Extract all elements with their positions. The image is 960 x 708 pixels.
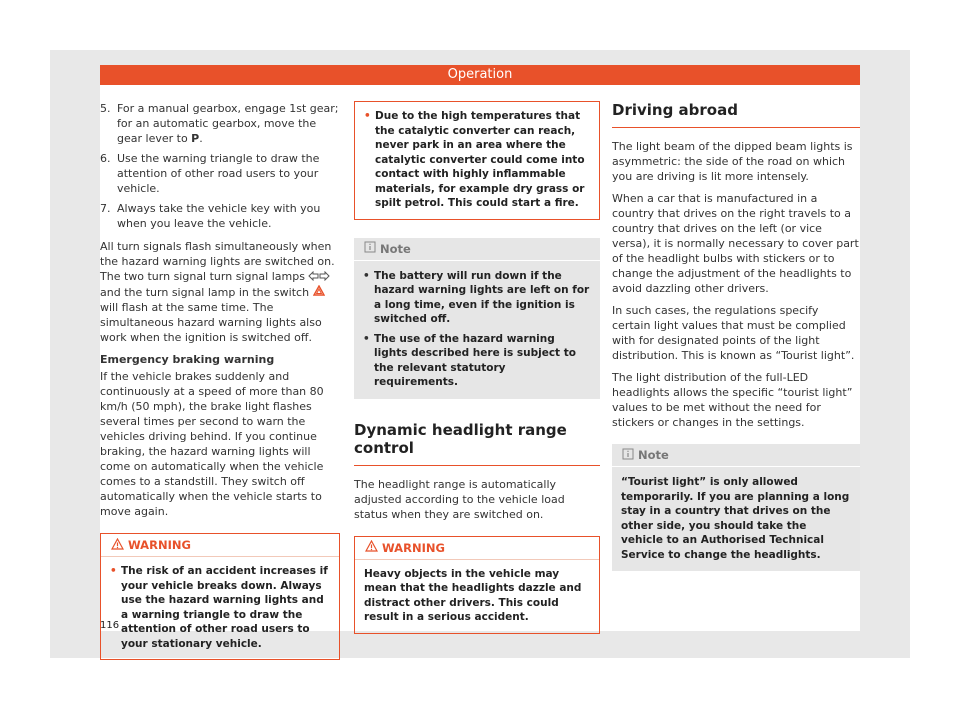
warning-header [101, 534, 339, 557]
step-text: Always take the vehicle key with you when you leave the vehicle. [117, 202, 321, 230]
step-item [100, 201, 340, 231]
warning-triangle-icon [111, 535, 124, 557]
hazard-paragraph [100, 239, 340, 345]
section-title-driving-abroad: Driving abroad [612, 101, 860, 128]
emergency-braking-heading: Emergency braking warning [100, 353, 275, 366]
info-icon [364, 238, 376, 260]
steps-list [100, 101, 340, 231]
hazard-text-2: and the turn signal lamp in the switch [100, 285, 310, 299]
note-box [354, 238, 600, 399]
warning-bullet [364, 109, 590, 211]
gear-p-label: P [191, 132, 200, 145]
column-2 [354, 101, 600, 652]
warning-box [100, 533, 340, 660]
warning-bullet-text: Due to the high temperatures that the catalytic converter can reach, never park in an area where the catalytic converter could come into contact with highly inflammable materials, for example dry grass or spilt petrol. This could start a fire. [375, 110, 585, 209]
warning-box [354, 536, 600, 634]
column-3 [612, 101, 860, 593]
info-icon [622, 445, 634, 467]
paragraph: The light distribution of the full-LED headlights allows the specific “tourist light” values to be met without the need for stickers or changes in the settings. [612, 371, 853, 429]
note-title: Note [380, 241, 411, 256]
hazard-text-1: All turn signals flash simultaneously when the hazard warning lights are switched on. The two turn signal turn signal lamps [100, 240, 335, 283]
turn-signal-left-icon [308, 270, 319, 285]
step-number: 6. [100, 152, 111, 165]
bullet-dot: • [363, 269, 370, 282]
warning-title: WARNING [128, 538, 191, 552]
note-header [354, 238, 600, 261]
bullet-dot: • [364, 110, 371, 122]
emergency-braking-paragraph: If the vehicle brakes suddenly and continuously at a speed of more than 80 km/h (50 mph), the brake light flashes several times per second to warn the vehicles driving behind. If you continue braking, the hazard warning lights will come on automatically when the vehicle comes to a standstill. They switch off automatically when the vehicle starts to move again. [100, 370, 324, 518]
step-text-end: . [199, 132, 203, 145]
step-item [100, 101, 340, 146]
warning-bullet-text: The risk of an accident increases if your vehicle breaks down. Always use the hazard warning lights and a warning triangle to draw the attention of other road users to your stationary vehicle. [121, 565, 328, 650]
bullet-dot: • [110, 565, 117, 577]
warning-continued-body [355, 102, 599, 219]
section-title-headlight-range: Dynamic headlight range control [354, 421, 600, 466]
paragraph: In such cases, the regulations specify certain light values that must be complied with for designated points of the light distribution. This is known as “Tourist light”. [612, 304, 855, 362]
note-body: “Tourist light” is only allowed temporarily. If you are planning a long stay in a country that drives on the other side, you should take the vehicle to an Authorised Technical Service to change the headlights. [621, 476, 850, 561]
hazard-text-3: will flash at the same time. The simultaneous hazard warning lights also work when the ignition is switched off. [100, 301, 322, 344]
paragraph: When a car that is manufactured in a country that drives on the right travels to a country that drives on the left (or vice versa), it is normally necessary to cover part of the headlight bulbs with stickers or to change the adjustment of the headlights to avoid dazzling other drivers. [612, 192, 859, 295]
page-number: 116 [100, 620, 120, 631]
warning-triangle-icon [365, 537, 378, 559]
note-header [612, 444, 860, 467]
headlight-range-paragraph: The headlight range is automatically adjusted according to the vehicle load status when they are switched on. [354, 477, 565, 521]
bullet-dot: • [363, 332, 370, 345]
warning-body: Heavy objects in the vehicle may mean that the headlights dazzle and distract other drivers. This could result in a serious accident. [364, 567, 582, 623]
note-bullet [363, 269, 591, 327]
page-header: Operation [100, 65, 860, 85]
note-bullet [363, 332, 591, 390]
warning-bullet [110, 564, 330, 651]
warning-body [101, 557, 339, 659]
warning-title: WARNING [382, 540, 445, 555]
note-bullet-text: The battery will run down if the hazard warning lights are left on for a long time, even if the ignition is switched off. [374, 269, 590, 325]
warning-continued-box [354, 101, 600, 220]
step-number: 5. [100, 102, 111, 115]
note-body [354, 261, 600, 399]
paragraph: The light beam of the dipped beam lights is asymmetric: the side of the road on which you are driving is lit more intensely. [612, 140, 853, 183]
note-bullet-text: The use of the hazard warning lights described here is subject to the relevant statutory requirements. [374, 332, 576, 388]
manual-page [100, 65, 860, 650]
step-text: For a manual gearbox, engage 1st gear; for an automatic gearbox, move the gear lever to [117, 102, 339, 145]
warning-header [355, 537, 599, 560]
hazard-triangle-icon [313, 285, 325, 300]
step-text: Use the warning triangle to draw the attention of other road users to your vehicle. [117, 152, 320, 195]
note-box [612, 444, 860, 571]
column-1 [100, 101, 340, 678]
turn-signal-right-icon [319, 270, 330, 285]
step-item [100, 151, 340, 196]
note-title: Note [638, 448, 669, 462]
step-number: 7. [100, 202, 111, 215]
